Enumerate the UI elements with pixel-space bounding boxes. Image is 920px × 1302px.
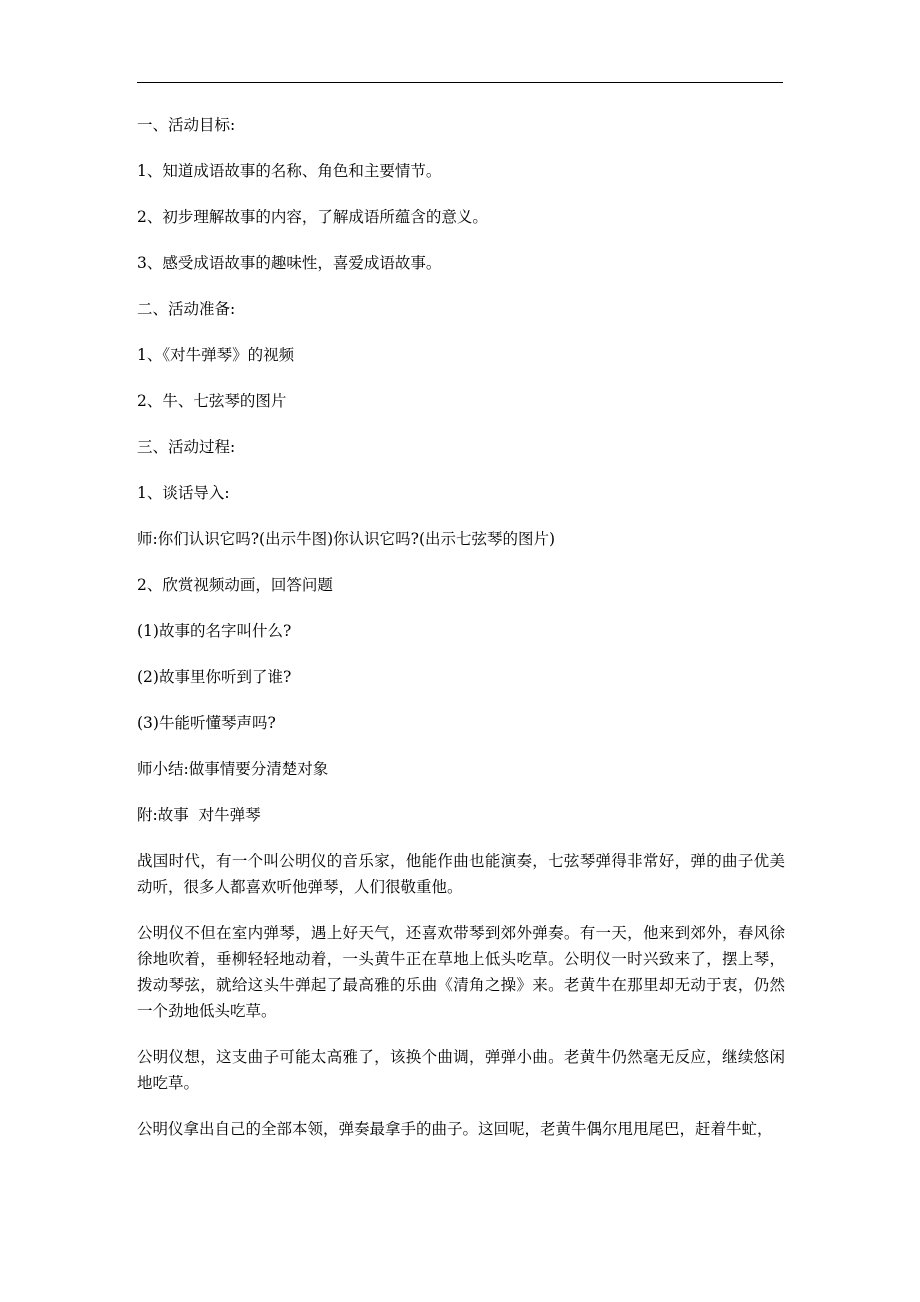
- story-paragraph: 战国时代，有一个叫公明仪的音乐家，他能作曲也能演奏，七弦琴弹得非常好，弹的曲子优美动听，很多人都喜欢听他弹琴，人们很敬重他。: [137, 852, 785, 896]
- preparation-item: 1、《对牛弹琴》的视频: [137, 346, 295, 364]
- question-item: (2)故事里你听到了谁?: [137, 668, 292, 686]
- document-body: [137, 112, 785, 1162]
- process-step: 1、谈话导入:: [137, 484, 230, 502]
- appendix-title: 附:故事 对牛弹琴: [137, 806, 261, 824]
- goal-item: 3、感受成语故事的趣味性，喜爱成语故事。: [137, 254, 442, 272]
- question-item: (1)故事的名字叫什么?: [137, 622, 292, 640]
- teacher-summary: 师小结:做事情要分清楚对象: [137, 760, 329, 778]
- teacher-line: 师:你们认识它吗?(出示牛图)你认识它吗?(出示七弦琴的图片): [137, 530, 556, 548]
- process-step: 2、欣赏视频动画，回答问题: [137, 576, 333, 594]
- header-rule: [137, 82, 783, 83]
- section-heading-preparation: 二、活动准备:: [137, 300, 236, 318]
- preparation-item: 2、牛、七弦琴的图片: [137, 392, 287, 410]
- story-paragraph: 公明仪拿出自己的全部本领，弹奏最拿手的曲子。这回呢，老黄牛偶尔甩甩尾巴，赶着牛虻，: [137, 1120, 773, 1138]
- question-item: (3)牛能听懂琴声吗?: [137, 714, 276, 732]
- story-paragraph: 公明仪不但在室内弹琴，遇上好天气，还喜欢带琴到郊外弹奏。有一天，他来到郊外，春风徐徐地吹着，垂柳轻轻地动着，一头黄牛正在草地上低头吃草。公明仪一时兴致来了，摆上琴，拨动琴弦，就给这头牛弹起了最高雅的乐曲《清角之操》来。老黄牛在那里却无动于衷，仍然一个劲地低头吃草。: [137, 924, 785, 1020]
- section-heading-goals: 一、活动目标:: [137, 116, 236, 134]
- story-paragraph: 公明仪想，这支曲子可能太高雅了，该换个曲调，弹弹小曲。老黄牛仍然毫无反应，继续悠闲地吃草。: [137, 1048, 785, 1092]
- goal-item: 1、知道成语故事的名称、角色和主要情节。: [137, 162, 442, 180]
- section-heading-process: 三、活动过程:: [137, 438, 236, 456]
- goal-item: 2、初步理解故事的内容，了解成语所蕴含的意义。: [137, 208, 488, 226]
